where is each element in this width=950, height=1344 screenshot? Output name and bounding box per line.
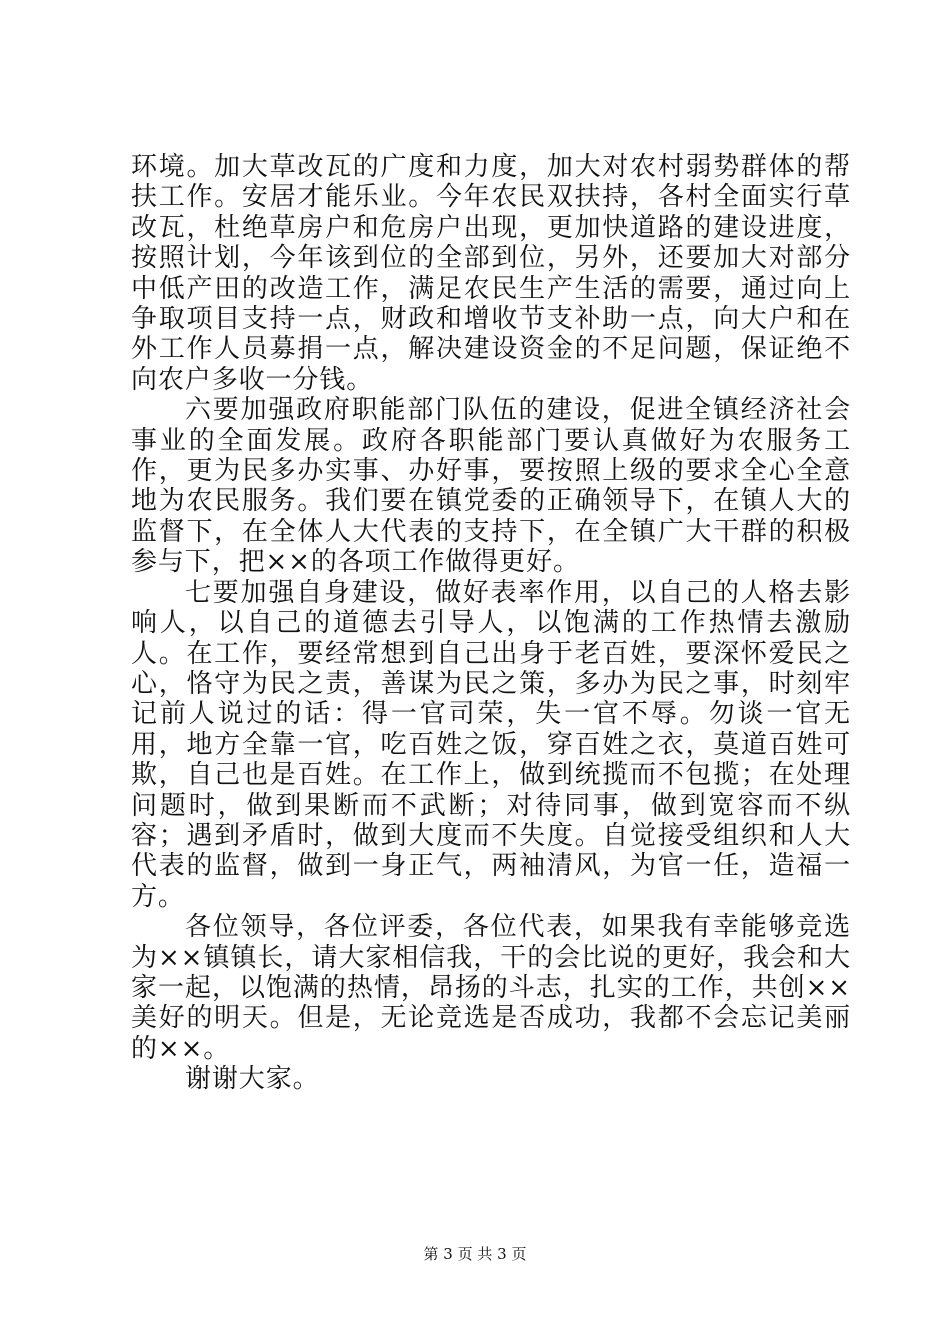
paragraph-item-six: 六要加强政府职能部门队伍的建设，促进全镇经济社会事业的全面发展。政府各职能部门要认真做好为农服务工作，更为民多办实事、办好事，要按照上级的要求全心全意地为农民服务。我们要在镇党委的正确领导下，在镇人大的监督下，在全体人大代表的支持下，在全镇广大干群的积极参与下，把××的各项工作做得更好。 [131,395,851,578]
paragraph-item-seven: 七要加强自身建设，做好表率作用，以自己的人格去影响人，以自己的道德去引导人，以饱满的工作热情去激励人。在工作，要经常想到自己出身于老百姓，要深怀爱民之心，恪守为民之责，善谋为民之策，多办为民之事，时刻牢记前人说过的话：得一官司荣，失一官不辱。勿谈一官无用，地方全靠一官，吃百姓之饭，穿百姓之衣，莫道百姓可欺，自己也是百姓。在工作上，做到统揽而不包揽；在处理问题时，做到果断而不武断；对待同事，做到宽容而不纵容；遇到矛盾时，做到大度而不失度。自觉接受组织和人大代表的监督，做到一身正气，两袖清风，为官一任，造福一方。 [131,577,851,912]
paragraph-continuation: 环境。加大草改瓦的广度和力度，加大对农村弱势群体的帮扶工作。安居才能乐业。今年农民双扶持，各村全面实行草改瓦，杜绝草房户和危房户出现，更加快道路的建设进度，按照计划，今年该到位的全部到位，另外，还要加大对部分中低产田的改造工作，满足农民生产生活的需要，通过向上争取项目支持一点，财政和增收节支补助一点，向大户和在外工作人员募捐一点，解决建设资金的不足问题，保证绝不向农户多收一分钱。 [131,152,851,395]
paragraph-thanks: 谢谢大家。 [185,1064,320,1095]
document-body [131,152,851,1095]
paragraph-closing: 各位领导，各位评委，各位代表，如果我有幸能够竞选为××镇镇长，请大家相信我，干的会比说的更好，我会和大家一起，以饱满的热情，昂扬的斗志，扎实的工作，共创××美好的明天。但是，无论竞选是否成功，我都不会忘记美丽的××。 [131,912,851,1064]
page-footer: 第 3 页 共 3 页 [423,1245,527,1263]
